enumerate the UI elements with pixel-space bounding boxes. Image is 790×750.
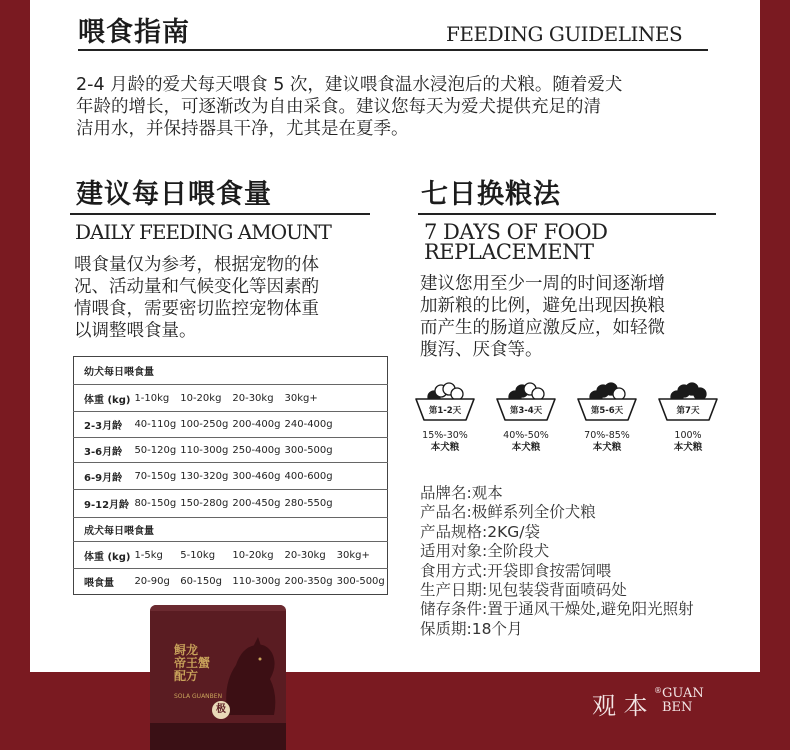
product-line: 食用方式:开袋即食按需饲喂	[420, 561, 612, 580]
daily-line: 情喂食，需要密切监控宠物体重	[74, 299, 319, 319]
table-row	[74, 569, 388, 595]
table-cell: 400-600g	[283, 463, 388, 490]
daily-title-cn: 建议每日喂食量	[76, 179, 272, 210]
step-pct-label: 本犬粮	[430, 442, 460, 453]
package-band	[150, 723, 286, 750]
table-cell: 20-30kg	[283, 542, 335, 569]
daily-line: 喂食量仅为参考，根据宠物的体	[74, 255, 319, 275]
step-pct-label: 本犬粮	[592, 442, 622, 453]
table-row	[74, 412, 388, 438]
seven-paragraph	[420, 273, 720, 361]
puppy-header: 幼犬每日喂食量	[74, 357, 388, 385]
feeding-title-en: FEEDING GUIDELINES	[446, 22, 683, 46]
package-badge: 极	[212, 701, 230, 719]
step-percentage	[405, 430, 485, 454]
table-cell: 150-280g	[178, 490, 230, 518]
seven-title-en-1: 7 DAYS OF FOOD	[424, 220, 608, 244]
daily-paragraph	[74, 254, 374, 342]
step-day-label: 第5-6天	[590, 406, 624, 416]
table-cell: 60-150g	[180, 576, 222, 587]
table-cell: 300-460g	[230, 463, 282, 490]
table-row	[74, 385, 388, 412]
feeding-paragraph	[76, 74, 716, 140]
table-cell: 250-400g	[230, 438, 282, 463]
package-name-line: 帝王蟹	[174, 656, 211, 670]
adult-header: 成犬每日喂食量	[74, 518, 388, 542]
daily-rule	[70, 213, 370, 215]
seven-title-cn: 七日换粮法	[421, 179, 561, 210]
package-en-label: SOLA GUANBEN	[174, 693, 223, 700]
seven-line: 加新粮的比例，避免出现因换粮	[420, 296, 665, 316]
table-row	[74, 438, 388, 463]
feeding-rule	[78, 49, 708, 51]
table-row	[74, 518, 388, 542]
step-day-label: 第1-2天	[428, 406, 462, 416]
table-row	[74, 490, 388, 518]
table-cell: 300-500g	[283, 438, 388, 463]
food-bowl-icon	[414, 380, 476, 428]
package-name-line: 鲟龙	[174, 643, 199, 657]
product-line: 产品名:极鲜系列全价犬粮	[420, 503, 596, 522]
step-percentage	[648, 430, 728, 454]
table-cell: 280-550g	[283, 490, 388, 518]
table-row	[74, 463, 388, 490]
feeding-title-cn: 喂食指南	[78, 17, 190, 48]
brand-en-1: GUAN	[662, 686, 704, 701]
product-line: 适用对象:全阶段犬	[420, 542, 550, 561]
table-cell: 200-400g	[230, 412, 282, 438]
brand-reg-mark: ®	[654, 686, 662, 695]
table-cell: 240-400g	[283, 412, 388, 438]
product-package-image	[150, 605, 286, 750]
seven-line: 腹泻、厌食等。	[420, 340, 543, 360]
feeding-table	[73, 356, 388, 595]
table-cell: 10-20kg	[230, 542, 282, 569]
product-info	[420, 484, 694, 639]
table-cell: 80-150g	[132, 490, 178, 518]
step-pct-label: 本犬粮	[511, 442, 541, 453]
table-cell: 喂食量	[84, 578, 114, 589]
table-cell: 20-90g	[134, 576, 170, 587]
step-pct-value: 40%-50%	[503, 430, 549, 441]
food-bowl-icon	[576, 380, 638, 428]
table-cell: 9-12月龄	[74, 490, 133, 518]
feeding-line: 年龄的增长，可逐渐改为自由采食。建议您每天为爱犬提供充足的清	[76, 97, 601, 117]
product-line: 产品规格:2KG/袋	[420, 522, 540, 541]
table-cell: 20-30kg	[230, 385, 282, 412]
table-cell: 10-20kg	[178, 385, 230, 412]
step-pct-value: 70%-85%	[584, 430, 630, 441]
feeding-line: 洁用水，并保持器具干净，尤其是在夏季。	[76, 119, 409, 139]
daily-line: 况、活动量和气候变化等因素酌	[74, 277, 319, 297]
table-cell: 体重 (kg)	[74, 385, 133, 412]
table-cell: 130-320g	[178, 463, 230, 490]
daily-line: 以调整喂食量。	[74, 321, 197, 341]
table-cell: 30kg+	[283, 385, 388, 412]
table-cell: 40-110g	[132, 412, 178, 438]
step-day-label: 第3-4天	[509, 406, 543, 416]
daily-title-en: DAILY FEEDING AMOUNT	[75, 220, 331, 244]
feeding-line: 2-4 月龄的爱犬每天喂食 5 次，建议喂食温水浸泡后的犬粮。随着爱犬	[76, 75, 623, 95]
seven-rule	[418, 213, 716, 215]
step-percentage	[486, 430, 566, 454]
step-pct-label: 本犬粮	[673, 442, 703, 453]
product-line: 品牌名:观本	[420, 484, 503, 502]
step-percentage	[567, 430, 647, 454]
package-top-strip	[150, 605, 286, 611]
step-pct-value: 100%	[674, 430, 702, 441]
step-day-label: 第7天	[676, 406, 700, 416]
seven-title-en-2: REPLACEMENT	[424, 240, 594, 264]
product-line: 保质期:18个月	[420, 619, 523, 638]
table-cell: 110-300g	[232, 576, 281, 587]
table-cell: 2-3月龄	[74, 412, 133, 438]
table-cell: 110-300g	[178, 438, 230, 463]
table-row	[74, 542, 388, 569]
product-line: 生产日期:见包装袋背面喷码处	[420, 581, 627, 600]
table-cell: 200-450g	[230, 490, 282, 518]
table-cell: 200-350g	[284, 576, 333, 587]
seven-line: 建议您用至少一周的时间逐渐增	[420, 274, 665, 294]
brand-en-2: BEN	[662, 700, 693, 715]
table-cell: 300-500g	[336, 576, 385, 587]
seven-line: 而产生的肠道应激反应，如轻微	[420, 318, 665, 338]
table-row	[74, 357, 388, 385]
product-line: 储存条件:置于通风干燥处,避免阳光照射	[420, 600, 694, 619]
step-pct-value: 15%-30%	[422, 430, 468, 441]
table-cell: 体重 (kg)	[74, 542, 133, 569]
brand-cn: 观 本	[592, 692, 648, 720]
table-cell: 70-150g	[132, 463, 178, 490]
food-bowl-icon	[495, 380, 557, 428]
table-cell: 1-5kg	[132, 542, 178, 569]
table-cell: 6-9月龄	[74, 463, 133, 490]
table-cell: 1-10kg	[132, 385, 178, 412]
table-cell: 100-250g	[178, 412, 230, 438]
food-bowl-icon	[657, 380, 719, 428]
table-cell: 30kg+	[335, 542, 388, 569]
table-cell: 3-6月龄	[74, 438, 133, 463]
package-name-line: 配方	[174, 669, 199, 683]
table-cell: 50-120g	[132, 438, 178, 463]
table-cell: 5-10kg	[178, 542, 230, 569]
